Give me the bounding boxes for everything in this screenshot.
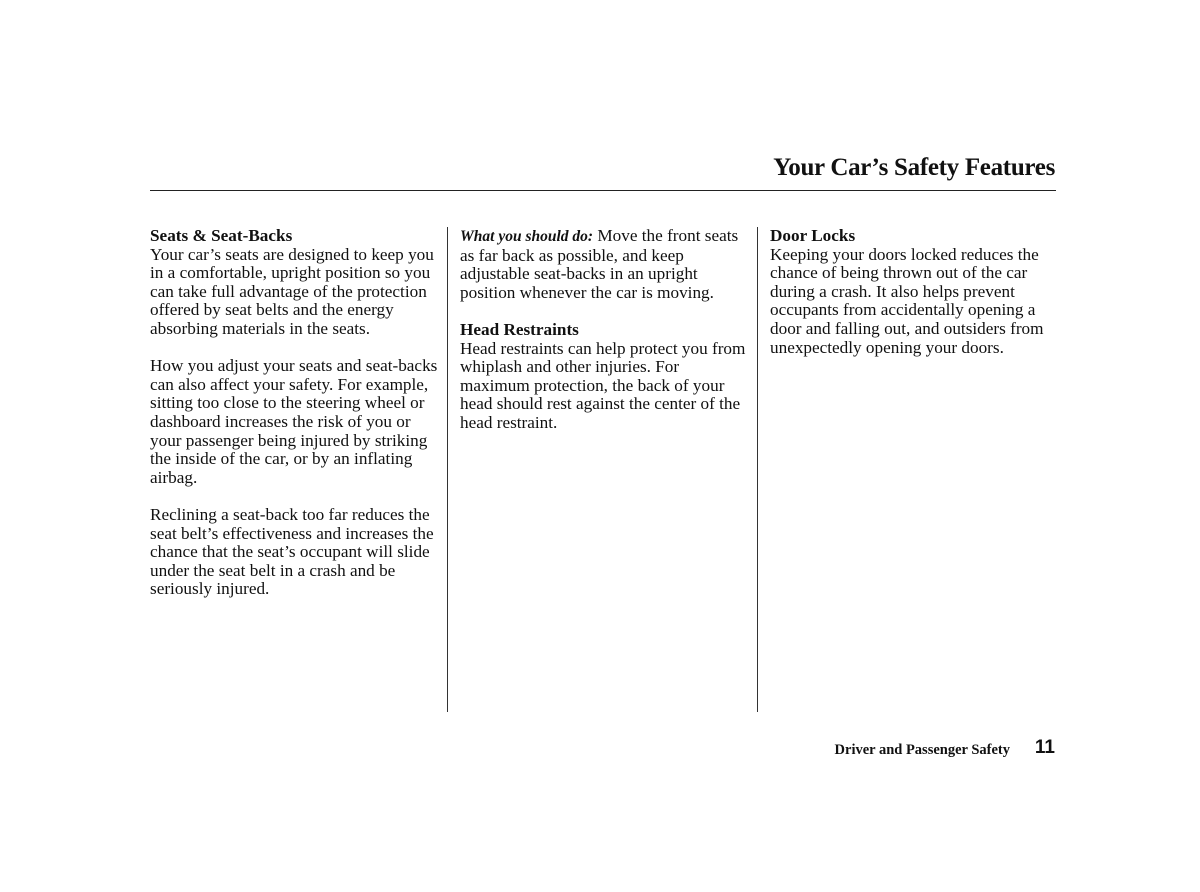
footer-section-name: Driver and Passenger Safety bbox=[834, 742, 1010, 758]
seats-paragraph-2: How you adjust your seats and seat-backs can also affect your safety. For example, sitting too close to the steering wheel or dashboard increases the risk of you or your passenger being injured by striking the inside of the car, or by an inflating airbag. bbox=[150, 356, 438, 487]
column-seats bbox=[150, 227, 442, 599]
seats-paragraph-3: Reclining a seat-back too far reduces the seat belt’s effectiveness and increases the chance that the seat’s occupant will slide under the seat belt in a crash and be seriously injured. bbox=[150, 504, 434, 599]
column-door-locks bbox=[770, 227, 1060, 357]
what-to-do-lead: What you should do: bbox=[460, 228, 594, 245]
page-title: Your Car’s Safety Features bbox=[773, 154, 1055, 181]
what-to-do-text: Move the front seats as far back as possible, and keep adjustable seat-backs in an upright position whenever the car is moving. bbox=[460, 226, 739, 302]
seats-heading: Seats & Seat-Backs bbox=[150, 226, 293, 245]
column-divider-2 bbox=[757, 227, 758, 712]
head-restraints-heading: Head Restraints bbox=[460, 319, 579, 339]
door-locks-paragraph: Keeping your doors locked reduces the chance of being thrown out of the car during a crash. It also helps prevent occupants from accidentally opening a door and falling out, and outsiders from unexpectedly opening your doors. bbox=[770, 244, 1044, 357]
door-locks-heading: Door Locks bbox=[770, 226, 856, 245]
what-to-do-paragraph bbox=[460, 227, 752, 302]
title-rule bbox=[150, 190, 1056, 191]
head-restraints-paragraph: Head restraints can help protect you from whiplash and other injuries. For maximum protection, the back of your head should rest against the center of the head restraint. bbox=[460, 338, 746, 432]
column-divider-1 bbox=[447, 227, 448, 712]
column-head-restraints bbox=[460, 227, 752, 433]
seats-paragraph-1: Your car’s seats are designed to keep you in a comfortable, upright position so you can take full advantage of the protection offered by seat belts and the energy absorbing materials in the seats. bbox=[150, 244, 434, 338]
page-number: 11 bbox=[1034, 737, 1055, 758]
